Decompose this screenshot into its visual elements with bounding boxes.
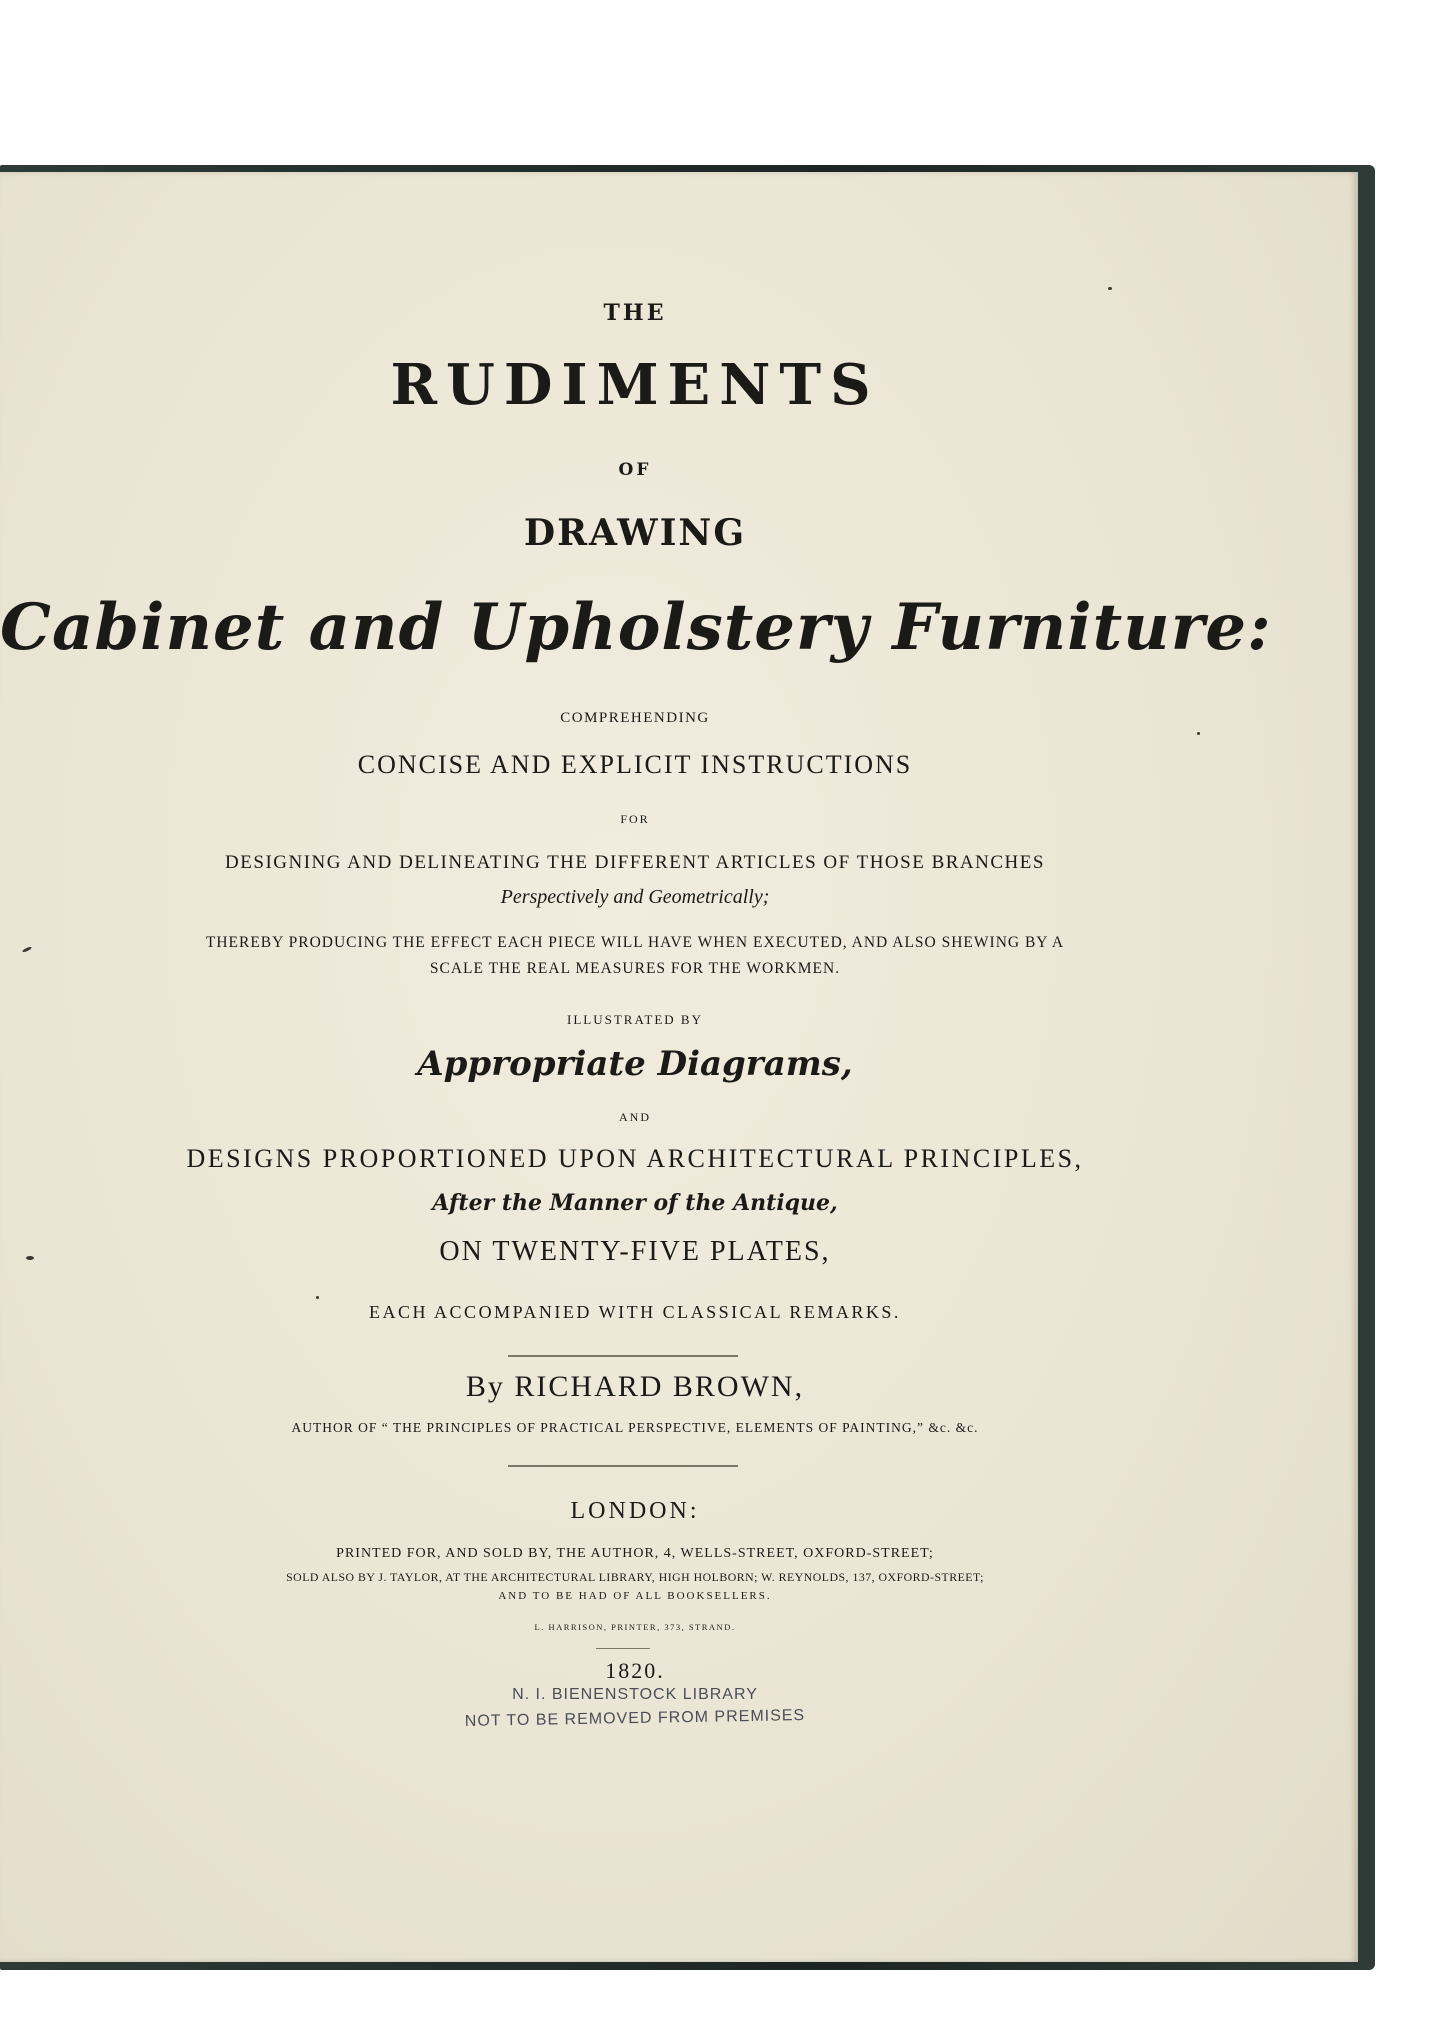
title-rudiments: RUDIMENTS [390, 352, 880, 418]
perspectively-line: Perspectively and Geometrically; [500, 886, 770, 908]
thereby-line-2: SCALE THE REAL MEASURES FOR THE WORKMEN. [429, 960, 841, 977]
for-label: FOR [620, 812, 650, 826]
after-manner-blackletter: After the Manner of the Antique, [432, 1190, 838, 1216]
divider-rule-year [596, 1648, 650, 1649]
illustrated-by: ILLUSTRATED BY [567, 1012, 703, 1027]
comprehending: COMPREHENDING [560, 710, 710, 726]
ink-speck [1108, 287, 1112, 290]
printed-for-line: PRINTED FOR, AND SOLD BY, THE AUTHOR, 4, WELLS-STREET, OXFORD-STREET; [336, 1546, 934, 1561]
london: LONDON: [570, 1498, 700, 1524]
and-label: AND [619, 1110, 651, 1124]
ink-speck [316, 1296, 319, 1299]
ink-speck [26, 1256, 34, 1260]
printer-line: L. HARRISON, PRINTER, 373, STRAND. [534, 1622, 736, 1632]
designs-line: DESIGNS PROPORTIONED UPON ARCHITECTURAL PRINCIPLES, [186, 1144, 1084, 1173]
author-of-line: AUTHOR OF “ THE PRINCIPLES OF PRACTICAL PERSPECTIVE, ELEMENTS OF PAINTING,” &c. &c. [291, 1420, 979, 1435]
title-drawing: DRAWING [523, 512, 747, 554]
appropriate-diagrams-blackletter: Appropriate Diagrams, [417, 1044, 853, 1084]
title-page [0, 172, 1358, 1962]
divider-rule-bottom [508, 1465, 738, 1467]
booksellers-line: AND TO BE HAD OF ALL BOOKSELLERS. [498, 1590, 772, 1602]
publication-year: 1820. [605, 1658, 665, 1683]
ink-speck [1197, 732, 1200, 735]
divider-rule-top [508, 1355, 738, 1357]
twenty-five-plates: ON TWENTY-FIVE PLATES, [439, 1236, 831, 1267]
each-accompanied: EACH ACCOMPANIED WITH CLASSICAL REMARKS. [369, 1302, 901, 1322]
library-stamp-line-1: N. I. BIENENSTOCK LIBRARY [512, 1686, 758, 1703]
by-author: By RICHARD BROWN, [465, 1370, 805, 1403]
main-title-blackletter: Cabinet and Upholstery Furniture: [0, 590, 1272, 665]
title-of: OF [618, 460, 652, 480]
library-stamp-line-2: NOT TO BE REMOVED FROM PREMISES [464, 1707, 806, 1730]
sold-also-line: SOLD ALSO BY J. TAYLOR, AT THE ARCHITECTURAL LIBRARY, HIGH HOLBORN; W. REYNOLDS, 137, OXFORD-STREET; [286, 1570, 984, 1584]
concise-instructions: CONCISE AND EXPLICIT INSTRUCTIONS [357, 750, 913, 779]
title-the: THE [603, 300, 667, 326]
designing-line: DESIGNING AND DELINEATING THE DIFFERENT ARTICLES OF THOSE BRANCHES [225, 852, 1045, 873]
thereby-line-1: THEREBY PRODUCING THE EFFECT EACH PIECE WILL HAVE WHEN EXECUTED, AND ALSO SHEWING BY A [205, 934, 1065, 951]
